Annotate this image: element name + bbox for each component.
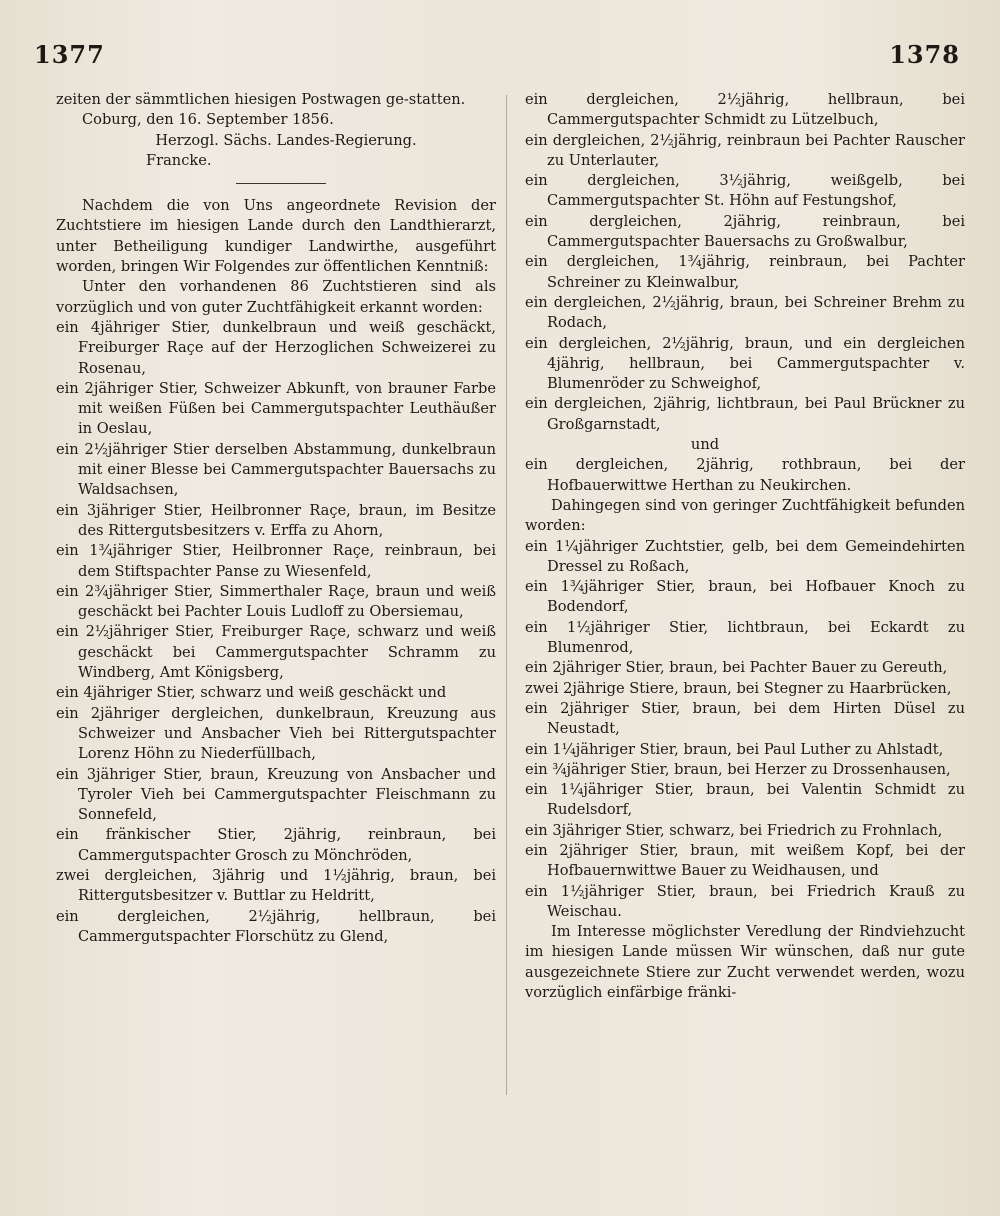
list-entry: ein 1¾jähriger Stier, Heilbronner Raçe, reinbraun, bei dem Stiftspachter Panse zu Wiesenfeld,: [56, 542, 496, 580]
list-entry: zwei dergleichen, 3jährig und 1½jährig, braun, bei Rittergutsbesitzer v. Buttlar zu Heldritt,: [56, 866, 496, 905]
left-column: [56, 90, 496, 947]
list-entry: ein 1¼jähriger Zuchtstier, gelb, bei dem Gemeindehirten Dressel zu Roßach,: [525, 537, 965, 575]
list-entry: ein 4jähriger Stier, schwarz und weiß geschäckt und: [56, 684, 447, 702]
list-entry: ein dergleichen, 2½jährig, braun, bei Schreiner Brehm zu Rodach,: [525, 293, 965, 332]
text-paragraph: zeiten der sämmtlichen hiesigen Postwagen ge-statten.: [56, 91, 466, 108]
list-entry: ein dergleichen, 2jährig, reinbraun, bei Cammergutspachter Bauersachs zu Großwalbur,: [525, 212, 965, 251]
list-entry: ein 2¾jähriger Stier, Simmerthaler Raçe, braun und weiß geschäckt bei Pachter Louis Ludloff zu Obersiemau,: [56, 582, 496, 621]
list-entry: ein 2½jähriger Stier, Freiburger Raçe, schwarz und weiß geschäckt bei Cammergutspachter Schramm zu Windberg, Amt Königsberg,: [56, 623, 496, 682]
list-entry: ein dergleichen, 2½jährig, reinbraun bei Pachter Rauscher zu Unterlauter,: [525, 131, 965, 169]
list-entry: ein 4jähriger Stier, dunkelbraun und weiß geschäckt, Freiburger Raçe auf der Herzoglichen Schweizerei zu Rosenau,: [56, 318, 496, 377]
list-entry: ein dergleichen, 2½jährig, hellbraun, bei Cammergutspachter Schmidt zu Lützelbuch,: [525, 91, 965, 129]
list-entry: ein 3jähriger Stier, Heilbronner Raçe, braun, im Besitze des Rittergutsbesitzers v. Erffa zu Ahorn,: [56, 501, 496, 539]
list-entry: ein 1¼jähriger Stier, braun, bei Paul Luther zu Ahlstadt,: [525, 740, 944, 758]
list-entry: ein 1½jähriger Stier, braun, bei Friedrich Krauß zu Weischau.: [525, 882, 965, 920]
page-number-left: 1377: [34, 40, 105, 69]
text-paragraph: Coburg, den 16. September 1856.: [82, 111, 334, 129]
list-entry: ein 2jähriger Stier, Schweizer Abkunft, von brauner Farbe mit weißen Füßen bei Cammergutspachter Leuthäußer in Oeslau,: [56, 379, 496, 438]
list-entry: ein dergleichen, 2jährig, rothbraun, bei der Hofbauerwittwe Herthan zu Neukirchen.: [525, 456, 965, 494]
text-paragraph: Im Interesse möglichster Veredlung der Rindviehzucht im hiesigen Lande müssen Wir wünschen, daß nur gute ausgezeichnete Stiere zur Zucht verwendet werden, wozu vorzüglich einfärbige fränki-: [525, 923, 965, 1002]
list-entry: ein dergleichen, 1¾jährig, reinbraun, bei Pachter Schreiner zu Kleinwalbur,: [525, 253, 965, 291]
section-divider: [236, 183, 326, 184]
text-paragraph: Unter den vorhandenen 86 Zuchtstieren sind als vorzüglich und von guter Zuchtfähigkeit erkannt worden:: [56, 278, 496, 316]
list-entry: ein dergleichen, 2½jährig, hellbraun, bei Cammergutspachter Florschütz zu Glend,: [56, 907, 496, 945]
list-entry: ein 1¾jähriger Stier, braun, bei Hofbauer Knoch zu Bodendorf,: [525, 578, 965, 616]
text-paragraph: Nachdem die von Uns angeordnete Revision der Zuchtstiere im hiesigen Lande durch den Landthierarzt, unter Betheiligung kundiger Landwirthe, ausgeführt worden, bringen Wir Folgendes zur öffentlichen Kenntniß:: [56, 197, 496, 276]
list-entry: ein dergleichen, 2½jährig, braun, und ein dergleichen 4jährig, hellbraun, bei Cammergutspachter v. Blumenröder zu Schweighof,: [525, 334, 965, 393]
list-entry: ein 2jähriger Stier, braun, mit weißem Kopf, bei der Hofbauernwittwe Bauer zu Weidhausen, und: [525, 841, 965, 880]
list-entry: zwei 2jährige Stiere, braun, bei Stegner zu Haarbrücken,: [525, 679, 952, 697]
column-gutter: [506, 95, 507, 1095]
list-entry: ein 3jähriger Stier, schwarz, bei Friedrich zu Frohnlach,: [525, 821, 943, 839]
text-paragraph: und: [690, 436, 720, 454]
list-entry: ein 2jähriger Stier, braun, bei Pachter Bauer zu Gereuth,: [525, 659, 948, 677]
list-entry: ein dergleichen, 3½jährig, weißgelb, bei Cammergutspachter St. Höhn auf Festungshof,: [525, 172, 965, 210]
text-paragraph: Dahingegen sind von geringer Zuchtfähigkeit befunden worden:: [525, 496, 965, 535]
text-paragraph: Francke.: [146, 151, 212, 169]
list-entry: ein 1½jähriger Stier, lichtbraun, bei Eckardt zu Blumenrod,: [525, 618, 965, 657]
list-entry: ein 2½jähriger Stier derselben Abstammung, dunkelbraun mit einer Blesse bei Cammergutspachter Bauersachs zu Waldsachsen,: [56, 440, 496, 499]
list-entry: ein 1¼jähriger Stier, braun, bei Valentin Schmidt zu Rudelsdorf,: [525, 781, 965, 819]
list-entry: ein 3jähriger Stier, braun, Kreuzung von Ansbacher und Tyroler Vieh bei Cammergutspachter Fleischmann zu Sonnefeld,: [56, 765, 496, 824]
list-entry: ein dergleichen, 2jährig, lichtbraun, bei Paul Brückner zu Großgarnstadt,: [525, 395, 965, 433]
list-entry: ein 2jähriger Stier, braun, bei dem Hirten Düsel zu Neustadt,: [525, 699, 965, 738]
list-entry: ein fränkischer Stier, 2jährig, reinbraun, bei Cammergutspachter Grosch zu Mönchröden,: [56, 826, 496, 864]
list-entry: ein 2jähriger dergleichen, dunkelbraun, Kreuzung aus Schweizer und Ansbacher Vieh bei Rittergutspachter Lorenz Höhn zu Niederfüllbach,: [56, 704, 496, 763]
page-number-right: 1378: [889, 40, 960, 69]
right-column: [525, 90, 965, 1003]
text-paragraph: Herzogl. Sächs. Landes-Regierung.: [155, 131, 417, 149]
list-entry: ein ¾jähriger Stier, braun, bei Herzer zu Drossenhausen,: [525, 760, 951, 778]
